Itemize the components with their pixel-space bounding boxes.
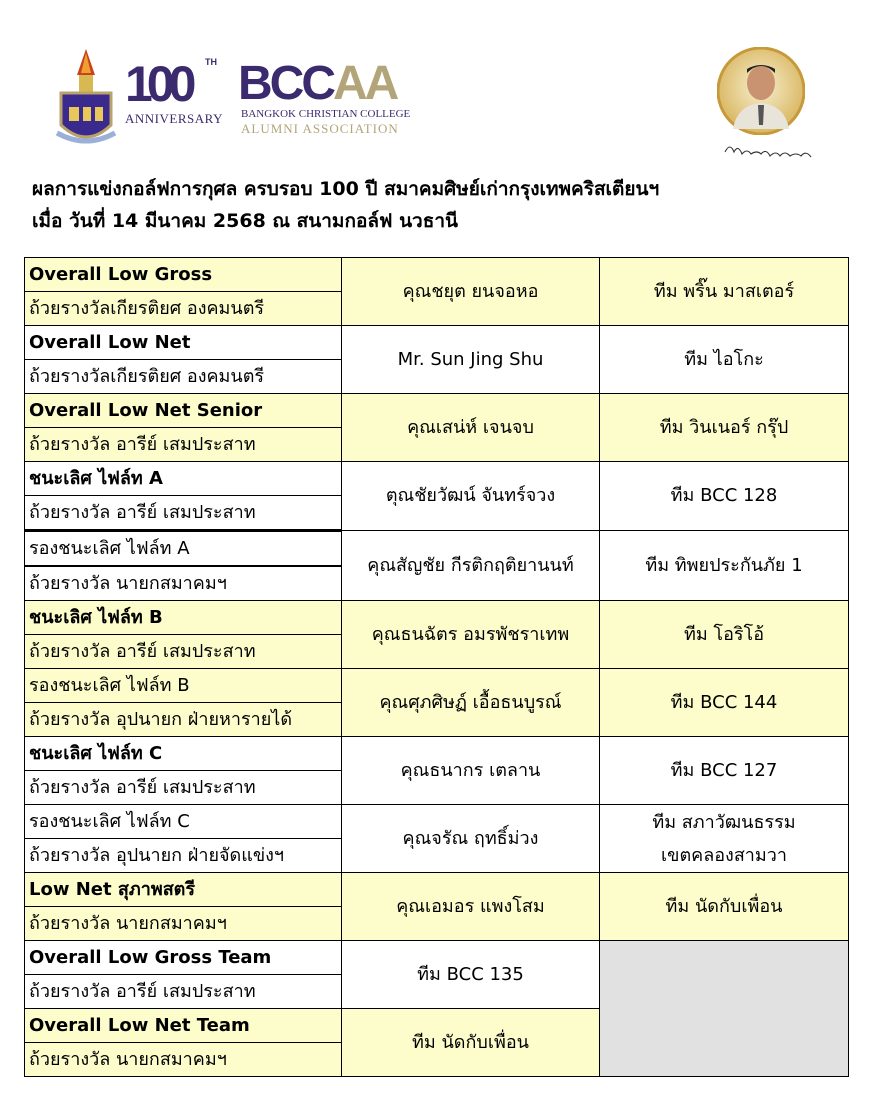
- winner-name: คุณชยุต ยนจอหอ: [342, 258, 600, 326]
- award-category: รองชนะเลิศ ไฟล์ท A: [25, 531, 342, 567]
- empty-cell: [600, 941, 849, 1077]
- trophy-name: ถ้วยรางวัล อารีย์ เสมประสาท: [25, 635, 342, 669]
- winner-name: คุณเสน่ห์ เจนจบ: [342, 394, 600, 462]
- trophy-name: ถ้วยรางวัล อุปนายก ฝ่ายหารายได้: [25, 703, 342, 737]
- team-name: ทีม BCC 128: [600, 462, 849, 531]
- winner-name: ทีม นัดกับเพื่อน: [342, 1009, 600, 1077]
- award-row: [25, 941, 849, 975]
- winner-name: คุณจรัณ ฤทธิ์ม่วง: [342, 805, 600, 873]
- winner-name: คุณธนากร เตลาน: [342, 737, 600, 805]
- team-line1: ทีม สภาวัฒนธรรม: [652, 811, 796, 833]
- team-name: [600, 805, 849, 873]
- award-row: [25, 531, 849, 567]
- trophy-name: ถ้วยรางวัล นายกสมาคมฯ: [25, 907, 342, 941]
- award-row: [25, 258, 849, 292]
- trophy-name: ถ้วยรางวัลเกียรติยศ องคมนตรี: [25, 292, 342, 326]
- school-crest-icon: [55, 45, 117, 150]
- bccaa-logo: [55, 45, 435, 155]
- team-name: ทีม BCC 127: [600, 737, 849, 805]
- founder-portrait: [717, 47, 805, 135]
- award-category: Overall Low Gross: [25, 258, 342, 292]
- award-row: [25, 326, 849, 360]
- team-name: ทีม วินเนอร์ กรุ๊ป: [600, 394, 849, 462]
- award-category: Overall Low Net: [25, 326, 342, 360]
- award-category: Low Net สุภาพสตรี: [25, 873, 342, 907]
- winner-name: ตุณชัยวัฒน์ จันทร์จวง: [342, 462, 600, 531]
- award-row: [25, 394, 849, 428]
- award-category: Overall Low Net Senior: [25, 394, 342, 428]
- trophy-name: ถ้วยรางวัล อารีย์ เสมประสาท: [25, 428, 342, 462]
- award-category: Overall Low Gross Team: [25, 941, 342, 975]
- winner-name: ทีม BCC 135: [342, 941, 600, 1009]
- team-name: ทีม ไอโกะ: [600, 326, 849, 394]
- trophy-name: ถ้วยรางวัล นายกสมาคมฯ: [25, 566, 342, 601]
- winner-name: คุณสัญชัย กีรติกฤติยานนท์: [342, 531, 600, 601]
- anniversary-label: ANNIVERSARY: [125, 111, 223, 126]
- trophy-name: ถ้วยรางวัล อารีย์ เสมประสาท: [25, 496, 342, 531]
- anniversary-suffix: TH: [205, 57, 217, 67]
- award-category: ชนะเลิศ ไฟล์ท A: [25, 462, 342, 496]
- trophy-name: ถ้วยรางวัล นายกสมาคมฯ: [25, 1043, 342, 1077]
- page-title: ผลการแข่งกอล์ฟการกุศล ครบรอบ 100 ปี สมาคมศิษย์เก่ากรุงเทพคริสเตียนฯ: [32, 178, 660, 200]
- award-category: Overall Low Net Team: [25, 1009, 342, 1043]
- bccaa-line2: ALUMNI ASSOCIATION: [241, 121, 399, 136]
- trophy-name: ถ้วยรางวัล อารีย์ เสมประสาท: [25, 771, 342, 805]
- award-category: ชนะเลิศ ไฟล์ท B: [25, 601, 342, 635]
- trophy-name: ถ้วยรางวัล อารีย์ เสมประสาท: [25, 975, 342, 1009]
- trophy-name: ถ้วยรางวัล อุปนายก ฝ่ายจัดแข่งฯ: [25, 839, 342, 873]
- winner-name: คุณธนฉัตร อมรพัชราเทพ: [342, 601, 600, 669]
- team-line2: เขตคลองสามวา: [661, 844, 787, 866]
- award-row: [25, 737, 849, 771]
- winner-name: คุณศุภศิษฏ์ เอื้อธนบูรณ์: [342, 669, 600, 737]
- bccaa-line1: BANGKOK CHRISTIAN COLLEGE: [241, 108, 411, 120]
- winner-name: คุณเอมอร แพงโสม: [342, 873, 600, 941]
- signature: [723, 138, 818, 160]
- award-row: [25, 601, 849, 635]
- trophy-name: ถ้วยรางวัลเกียรติยศ องคมนตรี: [25, 360, 342, 394]
- team-name: ทีม พริ๊น มาสเตอร์: [600, 258, 849, 326]
- award-row: [25, 669, 849, 703]
- team-name: ทีม นัดกับเพื่อน: [600, 873, 849, 941]
- award-row: [25, 805, 849, 839]
- bccaa-mark: BCCAA: [238, 57, 397, 110]
- team-name: ทีม โอริโอ้: [600, 601, 849, 669]
- award-row: [25, 462, 849, 496]
- anniversary-number: 100: [125, 56, 191, 112]
- award-category: รองชนะเลิศ ไฟล์ท C: [25, 805, 342, 839]
- winner-name: Mr. Sun Jing Shu: [342, 326, 600, 394]
- results-table: [24, 257, 849, 1077]
- team-name: ทีม BCC 144: [600, 669, 849, 737]
- award-category: รองชนะเลิศ ไฟล์ท B: [25, 669, 342, 703]
- award-category: ชนะเลิศ ไฟล์ท C: [25, 737, 342, 771]
- award-row: [25, 873, 849, 907]
- event-date-venue: เมื่อ วันที่ 14 มีนาคม 2568 ณ สนามกอล์ฟ นวธานี: [32, 210, 458, 232]
- team-name: ทีม ทิพยประกันภัย 1: [600, 531, 849, 601]
